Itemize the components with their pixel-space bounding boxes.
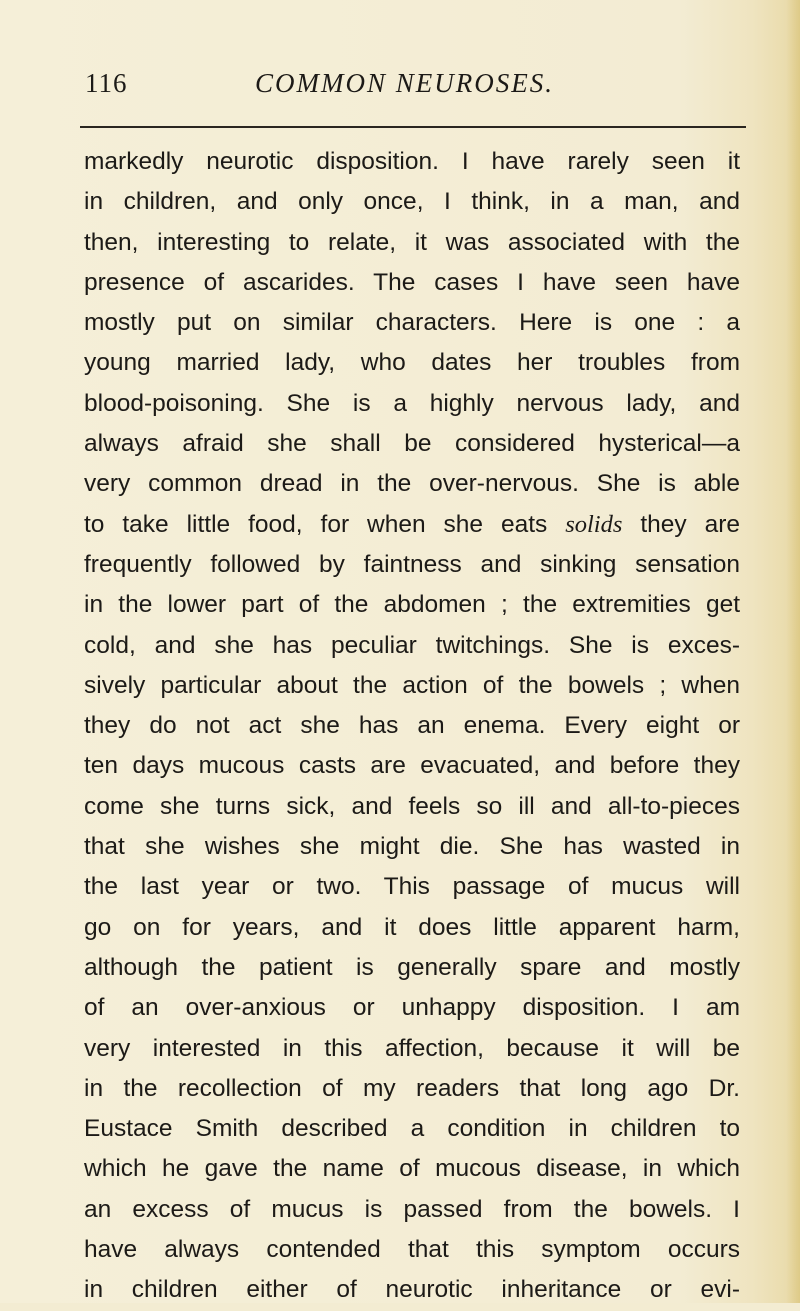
text-line-with-italic xyxy=(84,505,740,545)
text-line: Eustace Smith described a condition in children to xyxy=(84,1115,740,1143)
running-head xyxy=(85,68,745,108)
text-line: young married lady, who dates her troubles from xyxy=(84,349,740,377)
text-line: although the patient is generally spare and mostly xyxy=(84,953,740,981)
text-line: presence of ascarides. The cases I have seen have xyxy=(84,268,740,296)
text-line: mostly put on similar characters. Here is one : a xyxy=(84,309,740,337)
text-line: in children, and only once, I think, in a man, and xyxy=(84,188,740,216)
text-line: an excess of mucus is passed from the bowels. I xyxy=(84,1195,740,1223)
text-line: very common dread in the over-nervous. She is able xyxy=(84,470,740,498)
body-text xyxy=(84,142,740,1311)
text-segment: they are xyxy=(622,510,740,538)
text-line: always afraid she shall be considered hysterical—a xyxy=(84,430,740,458)
text-line: go on for years, and it does little apparent harm, xyxy=(84,913,740,941)
page-number: 116 xyxy=(85,68,128,98)
header-rule xyxy=(80,126,746,128)
text-line: frequently followed by faintness and sinking sensation xyxy=(84,550,740,578)
italic-emphasis: solids xyxy=(565,510,623,538)
text-line: then, interesting to relate, it was associated with the xyxy=(84,228,740,256)
text-line: of an over-anxious or unhappy disposition. I am xyxy=(84,994,740,1022)
text-line: which he gave the name of mucous disease, in which xyxy=(84,1155,740,1183)
text-line: sively particular about the action of the bowels ; when xyxy=(84,671,740,699)
text-line: cold, and she has peculiar twitchings. She is exces- xyxy=(84,631,740,659)
text-line: in children either of neurotic inheritance or evi- xyxy=(84,1276,740,1304)
text-segment: to take little food, for when she eats xyxy=(84,510,566,538)
text-line: ten days mucous casts are evacuated, and before they xyxy=(84,752,740,780)
text-line: the last year or two. This passage of mucus will xyxy=(84,873,740,901)
page-edge-shading xyxy=(786,0,800,1303)
text-line: markedly neurotic disposition. I have rarely seen it xyxy=(84,148,740,175)
text-line: that she wishes she might die. She has wasted in xyxy=(84,833,740,861)
text-line: in the lower part of the abdomen ; the extremities get xyxy=(84,591,740,619)
text-line: have always contended that this symptom occurs xyxy=(84,1236,740,1264)
text-line: very interested in this affection, because it will be xyxy=(84,1034,740,1062)
running-title: COMMON NEUROSES. xyxy=(255,68,554,98)
text-line: in the recollection of my readers that long ago Dr. xyxy=(84,1074,740,1102)
text-line: blood-poisoning. She is a highly nervous lady, and xyxy=(84,389,740,417)
text-line: come she turns sick, and feels so ill and all-to-pieces xyxy=(84,792,740,820)
text-line: they do not act she has an enema. Every eight or xyxy=(84,712,740,740)
